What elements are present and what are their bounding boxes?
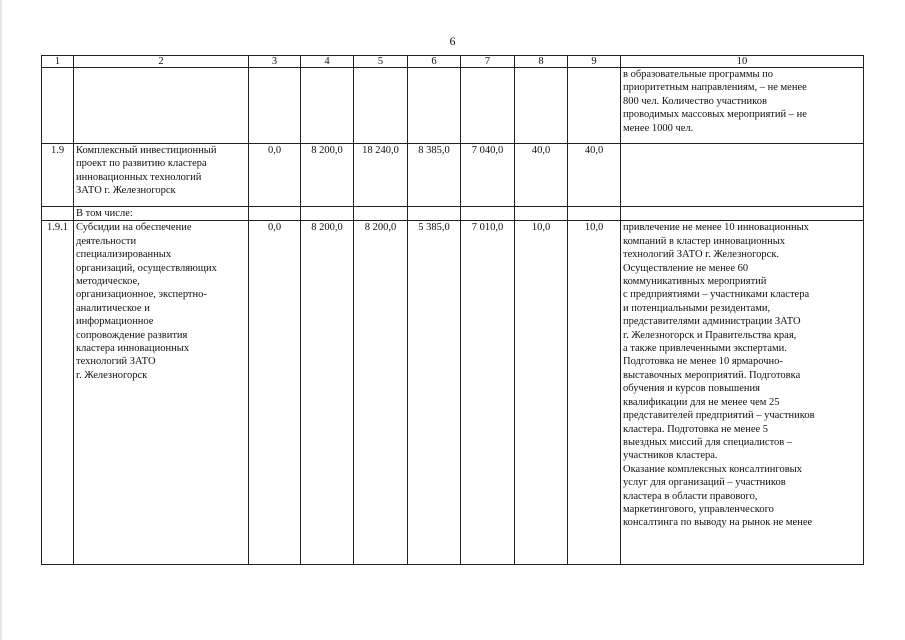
value-cell: 5 385,0 bbox=[408, 221, 461, 565]
column-number: 5 bbox=[354, 56, 408, 68]
row-note: в образовательные программы по приоритетным направлениям, – не менее 800 чел. Количество участников проводимых массовых мероприятий – не менее 1000 чел. bbox=[621, 68, 864, 144]
program-table bbox=[41, 55, 864, 565]
value-cell bbox=[515, 207, 568, 221]
value-cell bbox=[408, 207, 461, 221]
value-cell bbox=[461, 207, 515, 221]
value-cell: 10,0 bbox=[568, 221, 621, 565]
value-cell bbox=[249, 207, 301, 221]
row-note bbox=[621, 207, 864, 221]
scan-edge bbox=[0, 0, 2, 640]
value-cell: 8 200,0 bbox=[301, 144, 354, 207]
page-number: 6 bbox=[449, 34, 456, 48]
table-row bbox=[42, 144, 864, 207]
table-row bbox=[42, 221, 864, 565]
value-cell: 7 010,0 bbox=[461, 221, 515, 565]
column-number: 7 bbox=[461, 56, 515, 68]
column-number: 4 bbox=[301, 56, 354, 68]
row-note: привлечение не менее 10 инновационных компаний в кластер инновационных технологий ЗАТО г. Железногорск. Осуществление не менее 60 коммуникативных мероприятий с предприятиями – участниками кластера и потенциальными резидентами, представителями администрации ЗАТО г. Железногорск и Правительства края, а также привлеченными экспертами. Подготовка не менее 10 ярмарочно- выставочных мероприятий. Подготовка обучения и курсов повышения квалификации для не менее чем 25 представителей предприятий – участников кластера. Подготовка не менее 5 выездных миссий для специалистов – участников кластера. Оказание комплексных консалтинговых услуг для организаций – участников кластера в области правового, маркетингового, управленческого консалтинга по выводу на рынок не менее bbox=[621, 221, 864, 565]
row-note bbox=[621, 144, 864, 207]
column-number: 8 bbox=[515, 56, 568, 68]
row-code bbox=[42, 68, 74, 144]
value-cell bbox=[354, 207, 408, 221]
column-number: 10 bbox=[621, 56, 864, 68]
row-code: 1.9 bbox=[42, 144, 74, 207]
value-cell bbox=[301, 68, 354, 144]
table-row bbox=[42, 207, 864, 221]
column-number: 6 bbox=[408, 56, 461, 68]
value-cell bbox=[354, 68, 408, 144]
value-cell: 8 200,0 bbox=[301, 221, 354, 565]
value-cell: 0,0 bbox=[249, 221, 301, 565]
value-cell: 40,0 bbox=[568, 144, 621, 207]
value-cell bbox=[249, 68, 301, 144]
column-number: 3 bbox=[249, 56, 301, 68]
row-code: 1.9.1 bbox=[42, 221, 74, 565]
column-number: 9 bbox=[568, 56, 621, 68]
value-cell: 10,0 bbox=[515, 221, 568, 565]
table-row bbox=[42, 68, 864, 144]
value-cell: 8 385,0 bbox=[408, 144, 461, 207]
row-code bbox=[42, 207, 74, 221]
value-cell bbox=[408, 68, 461, 144]
row-name: В том числе: bbox=[74, 207, 249, 221]
value-cell bbox=[461, 68, 515, 144]
value-cell: 0,0 bbox=[249, 144, 301, 207]
column-number: 1 bbox=[42, 56, 74, 68]
value-cell: 7 040,0 bbox=[461, 144, 515, 207]
value-cell bbox=[568, 68, 621, 144]
column-number: 2 bbox=[74, 56, 249, 68]
value-cell: 8 200,0 bbox=[354, 221, 408, 565]
row-name: Субсидии на обеспечение деятельности специализированных организаций, осуществляющих методическое, организационное, экспертно- аналитическое и информационное сопровождение развития кластера инновационных технологий ЗАТО г. Железногорск bbox=[74, 221, 249, 565]
row-name bbox=[74, 68, 249, 144]
value-cell bbox=[515, 68, 568, 144]
row-name: Комплексный инвестиционный проект по развитию кластера инновационных технологий ЗАТО г. Железногорск bbox=[74, 144, 249, 207]
column-numbers-row bbox=[42, 56, 864, 68]
value-cell bbox=[301, 207, 354, 221]
value-cell bbox=[568, 207, 621, 221]
value-cell: 40,0 bbox=[515, 144, 568, 207]
value-cell: 18 240,0 bbox=[354, 144, 408, 207]
